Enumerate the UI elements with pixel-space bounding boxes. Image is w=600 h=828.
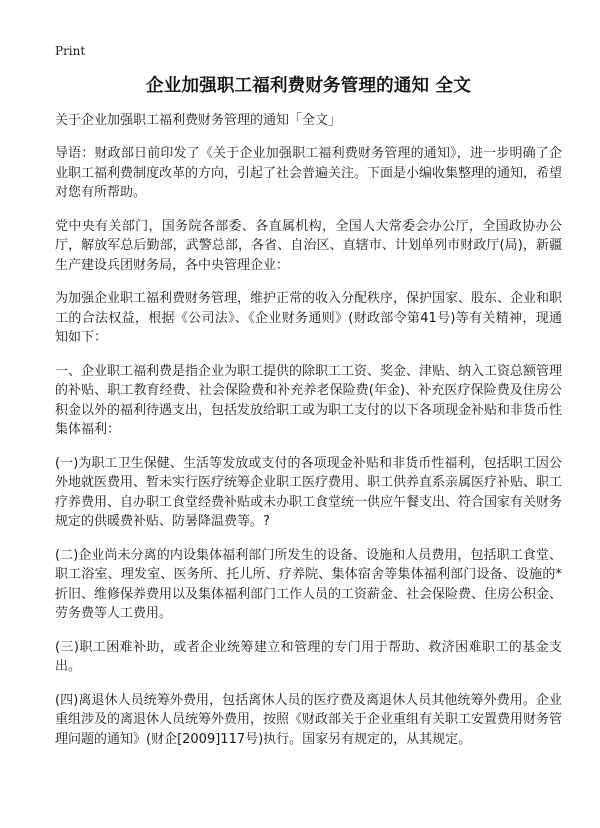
document-title: 企业加强职工福利费财务管理的通知 全文	[146, 76, 471, 96]
paragraph-recipients: 党中央有关部门，国务院各部委、各直属机构，全国人大常委会办公厅，全国政协办公厅，解放军总后勤部，武警总部，各省、自治区、直辖市、计划单列市财政厅(局)，新疆生产建设兵团财务局，各中央管理企业：	[55, 218, 562, 273]
paragraph-item-1: (一)为职工卫生保健、生活等发放或支付的各项现金补贴和非货币性福利，包括职工因公外地就医费用、暂未实行医疗统筹企业职工医疗费用、职工供养直系亲属医疗补贴、职工疗养费用、自办职工食堂经费补贴或未办职工食堂统一供应午餐支出、符合国家有关财务规定的供暖费补贴、防暑降温费等。?	[55, 455, 563, 529]
paragraph-item-2: (二)企业尚未分离的内设集体福利部门所发生的设备、设施和人员费用，包括职工食堂、职工浴室、理发室、医务所、托儿所、疗养院、集体宿舍等集体福利部门设备、设施的*折旧、维修保养费用以及集体福利部门工作人员的工资薪金、社会保险费、住房公积金、劳务费等人工费用。	[55, 547, 563, 621]
print-link[interactable]: Print	[55, 44, 86, 58]
paragraph-section-1: 一、企业职工福利费是指企业为职工提供的除职工工资、奖金、津贴、纳入工资总额管理的补贴、职工教育经费、社会保险费和补充养老保险费(年金)、补充医疗保险费及住房公积金以外的福利待遇支出，包括发放给职工或为职工支付的以下各项现金补贴和非货币性集体福利：	[55, 363, 563, 437]
paragraph-item-4: (四)离退休人员统筹外费用，包括离休人员的医疗费及离退休人员其他统筹外费用。企业重组涉及的离退休人员统筹外费用，按照《财政部关于企业重组有关职工安置费用财务管理问题的通知》(财企[2009]117号)执行。国家另有规定的，从其规定。	[55, 692, 563, 747]
paragraph-purpose: 为加强企业职工福利费财务管理，维护正常的收入分配秩序，保护国家、股东、企业和职工的合法权益，根据《公司法》、《企业财务通则》(财政部令第41号)等有关精神，现通知如下：	[55, 291, 563, 345]
document-subtitle: 关于企业加强职工福利费财务管理的通知「全文」	[55, 113, 342, 128]
paragraph-intro: 导语：财政部日前印发了《关于企业加强职工福利费财务管理的通知》，进一步明确了企业职工福利费制度改革的方向，引起了社会普遍关注。下面是小编收集整理的通知，希望对您有所帮助。	[55, 146, 563, 200]
paragraph-item-3: (三)职工困难补助，或者企业统筹建立和管理的专门用于帮助、救济困难职工的基金支出。	[55, 639, 562, 674]
